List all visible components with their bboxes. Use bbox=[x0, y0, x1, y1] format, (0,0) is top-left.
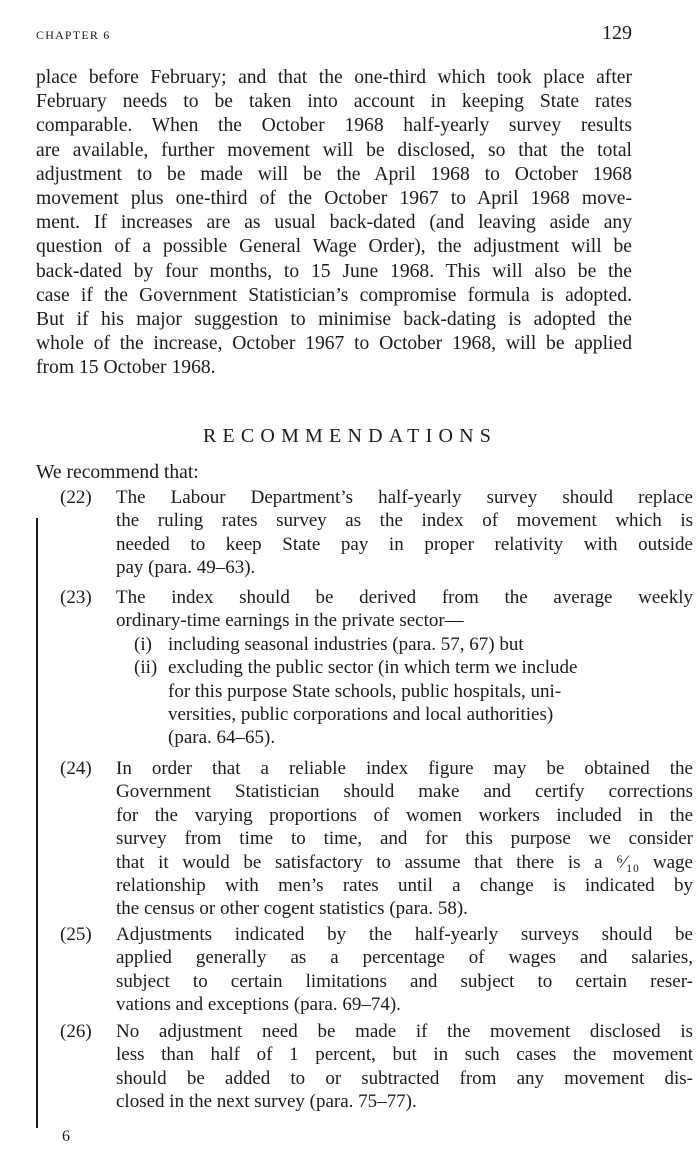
chapter-label: CHAPTER 6 bbox=[36, 28, 111, 42]
margin-rule bbox=[36, 518, 38, 1128]
lead-in-text: We recommend that: bbox=[36, 462, 199, 483]
recommendation-line: vations and exceptions (para. 69–74). bbox=[116, 994, 401, 1016]
paragraph-line: But if his major suggestion to minimise back-dating is adopted the bbox=[36, 309, 632, 331]
paragraph-line: ment. If increases are as usual back-dated (and leaving aside any bbox=[36, 212, 632, 234]
paragraph-line: movement plus one-third of the October 1967 to April 1968 move- bbox=[36, 188, 632, 210]
signature-mark: 6 bbox=[62, 1128, 70, 1145]
recommendation-line: for the varying proportions of women workers included in the bbox=[116, 804, 693, 826]
paragraph-line: February needs to be taken into account in keeping State rates bbox=[36, 91, 632, 113]
page-number: 129 bbox=[602, 22, 632, 44]
recommendation-line: needed to keep State pay in proper relativity with outside bbox=[116, 533, 693, 555]
running-head bbox=[36, 22, 632, 45]
sub-item-line: (para. 64–65). bbox=[168, 727, 276, 749]
paragraph-line: back-dated by four months, to 15 June 1968. This will also be the bbox=[36, 260, 632, 282]
recommendation-line: Adjustments indicated by the half-yearly surveys should be bbox=[116, 924, 693, 945]
paragraph-line: comparable. When the October 1968 half-yearly survey results bbox=[36, 115, 632, 137]
recommendation-number: (25) bbox=[60, 924, 92, 945]
sub-item-line: for this purpose State schools, public hospitals, uni- bbox=[168, 680, 562, 702]
paragraph-line: from 15 October 1968. bbox=[36, 357, 216, 379]
recommendation-line: ordinary-time earnings in the private sector— bbox=[116, 610, 464, 632]
recommendation-line: No adjustment need be made if the movement disclosed is bbox=[116, 1021, 693, 1042]
recommendation-number: (26) bbox=[60, 1021, 92, 1042]
recommendation-body bbox=[116, 486, 693, 580]
recommendation-line: The Labour Department’s half-yearly survey should replace bbox=[116, 487, 693, 508]
paragraph-line: place before February; and that the one-third which took place after bbox=[36, 67, 632, 88]
sub-item-ii bbox=[116, 656, 693, 750]
sub-item-number: (ii) bbox=[134, 657, 158, 679]
recommendation-line: Government Statistician should make and certify corrections bbox=[116, 781, 693, 803]
paragraph-line: are available, further movement will be disclosed, so that the total bbox=[36, 139, 632, 161]
recommendation-body bbox=[116, 1020, 693, 1114]
recommendation-line: In order that a reliable index figure may be obtained the bbox=[116, 758, 693, 779]
recommendation-body bbox=[116, 757, 693, 921]
sub-item-line: versities, public corporations and local authorities) bbox=[168, 704, 554, 726]
recommendation-line: closed in the next survey (para. 75–77). bbox=[116, 1091, 417, 1113]
recommendation-line: subject to certain limitations and subject to certain reser- bbox=[116, 970, 693, 992]
sub-item-line: including seasonal industries (para. 57, 67) but bbox=[168, 633, 524, 655]
recommendation-line: that it would be satisfactory to assume that there is a ⁶⁄₁₀ wage bbox=[116, 851, 693, 873]
recommendation-number: (23) bbox=[60, 587, 92, 608]
recommendation-number: (24) bbox=[60, 758, 92, 779]
paragraph-line: whole of the increase, October 1967 to October 1968, will be applied bbox=[36, 333, 632, 355]
section-heading: RECOMMENDATIONS bbox=[202, 425, 498, 447]
recommendation-line: pay (para. 49–63). bbox=[116, 557, 256, 579]
recommendation-line: The index should be derived from the average weekly bbox=[116, 587, 693, 608]
recommendation-number: (22) bbox=[60, 487, 92, 508]
recommendation-body bbox=[116, 923, 693, 1017]
paragraph-line: question of a possible General Wage Order), the adjustment will be bbox=[36, 236, 632, 258]
sub-item-number: (i) bbox=[134, 633, 152, 655]
body-paragraph bbox=[36, 66, 632, 381]
recommendation-line: should be added to or subtracted from any movement dis- bbox=[116, 1067, 693, 1089]
sub-item-line: excluding the public sector (in which term we include bbox=[168, 657, 578, 679]
recommendation-line: survey from time to time, and for this purpose we consider bbox=[116, 828, 693, 850]
recommendation-line: the ruling rates survey as the index of movement which is bbox=[116, 510, 693, 532]
recommendation-line: the census or other cogent statistics (para. 58). bbox=[116, 898, 468, 920]
recommendation-line: applied generally as a percentage of wages and salaries, bbox=[116, 947, 693, 969]
recommendation-body bbox=[116, 586, 693, 750]
recommendation-line: relationship with men’s rates until a change is indicated by bbox=[116, 875, 693, 897]
paragraph-line: case if the Government Statistician’s compromise formula is adopted. bbox=[36, 284, 632, 306]
recommendation-line: less than half of 1 percent, but in such cases the movement bbox=[116, 1044, 693, 1066]
sub-item-i bbox=[116, 633, 693, 656]
paragraph-line: adjustment to be made will be the April 1968 to October 1968 bbox=[36, 163, 632, 185]
